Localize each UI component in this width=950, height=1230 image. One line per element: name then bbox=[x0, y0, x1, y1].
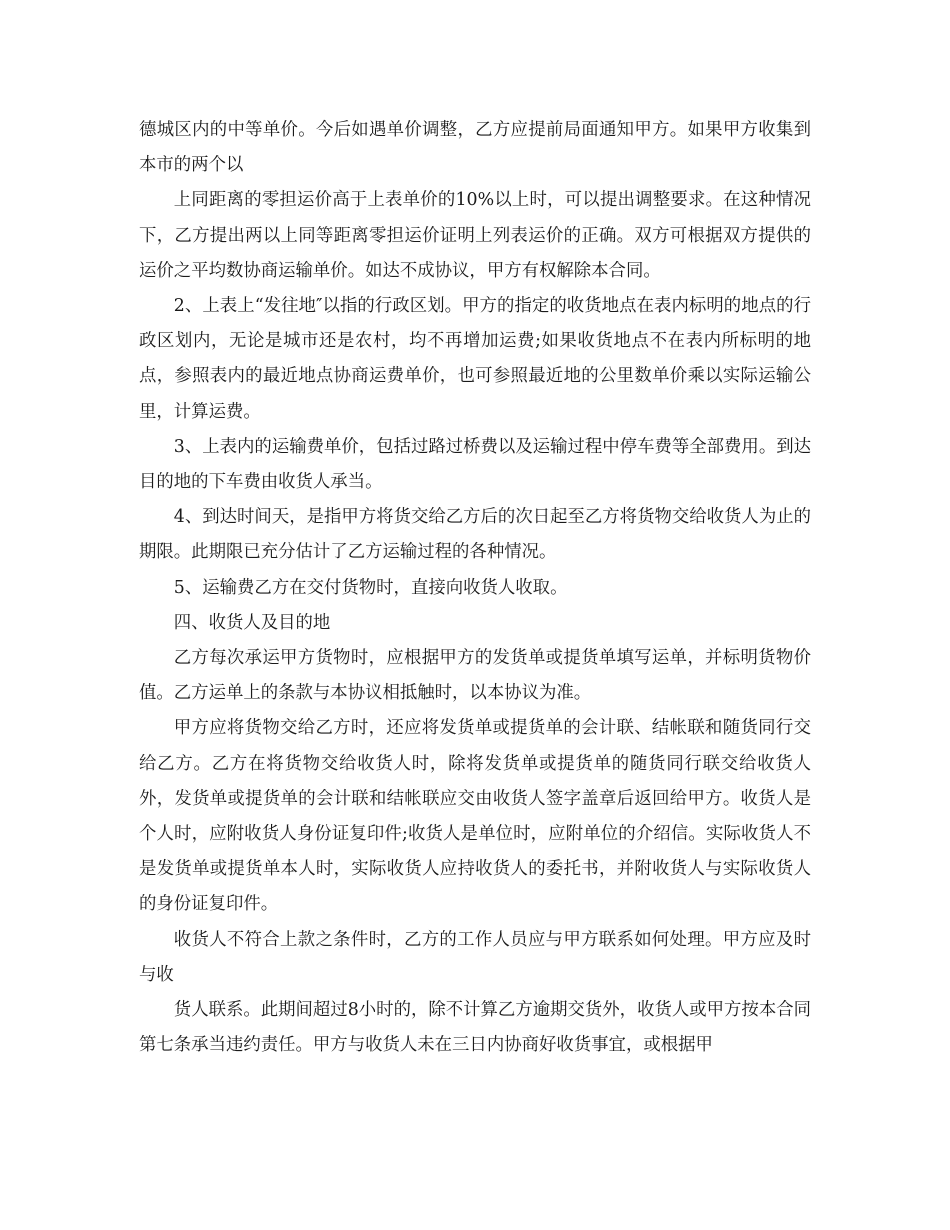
paragraph-contact-consignee: 货人联系。此期间超过8小时的，除不计算乙方逾期交货外，收货人或甲方按本合同第七条承当违约责任。甲方与收货人未在三日内协商好收货事宜，或根据甲 bbox=[139, 1000, 811, 1056]
paragraph-waybill: 乙方每次承运甲方货物时，应根据甲方的发货单或提货单填写运单，并标明货物价值。乙方运单上的条款与本协议相抵触时，以本协议为准。 bbox=[139, 648, 811, 704]
paragraph-continued-price-clause: 德城区内的中等单价。今后如遇单价调整，乙方应提前局面通知甲方。如果甲方收集到本市的两个以 bbox=[139, 120, 811, 176]
paragraph-nonconforming-consignee: 收货人不符合上款之条件时，乙方的工作人员应与甲方联系如何处理。甲方应及时与收 bbox=[139, 929, 811, 985]
paragraph-delivery-documents: 甲方应将货物交给乙方时，还应将发货单或提货单的会计联、结帐联和随货同行交给乙方。乙方在将货物交给收货人时，除将发货单或提货单的随货同行联交给收货人外，发货单或提货单的会计联和结帐联应交由收货人签字盖章后返回给甲方。收货人是个人时，应附收货人身份证复印件;收货人是单位时，应附单位的介绍信。实际收货人不是发货单或提货单本人时，实际收货人应持收货人的委托书，并附收货人与实际收货人的身份证复印件。 bbox=[139, 718, 811, 915]
paragraph-item-3-freight-rate: 3、上表内的运输费单价，包括过路过桥费以及运输过程中停车费等全部费用。到达目的地的下车费由收货人承当。 bbox=[139, 436, 811, 493]
paragraph-item-5-payment: 5、运输费乙方在交付货物时，直接向收货人收取。 bbox=[173, 577, 568, 598]
document-body bbox=[139, 113, 811, 1063]
paragraph-price-adjustment: 上同距离的零担运价高于上表单价的10%以上时，可以提出调整要求。在这种情况下，乙方提出两以上同等距离零担运价证明上列表运价的正确。双方可根据双方提供的运价之平均数协商运输单价。如达不成协议，甲方有权解除本合同。 bbox=[139, 190, 811, 281]
section-heading-consignee: 四、收货人及目的地 bbox=[173, 612, 331, 633]
paragraph-item-4-arrival-time: 4、到达时间天，是指甲方将货交给乙方后的次日起至乙方将货物交给收货人为止的期限。此期限已充分估计了乙方运输过程的各种情况。 bbox=[139, 507, 811, 563]
paragraph-item-2-destination: 2、上表上“发往地″以指的行政区划。甲方的指定的收货地点在表内标明的地点的行政区划内，无论是城市还是农村，均不再增加运费;如果收货地点不在表内所标明的地点，参照表内的最近地点协商运费单价，也可参照最近地的公里数单价乘以实际运输公里，计算运费。 bbox=[139, 296, 811, 422]
